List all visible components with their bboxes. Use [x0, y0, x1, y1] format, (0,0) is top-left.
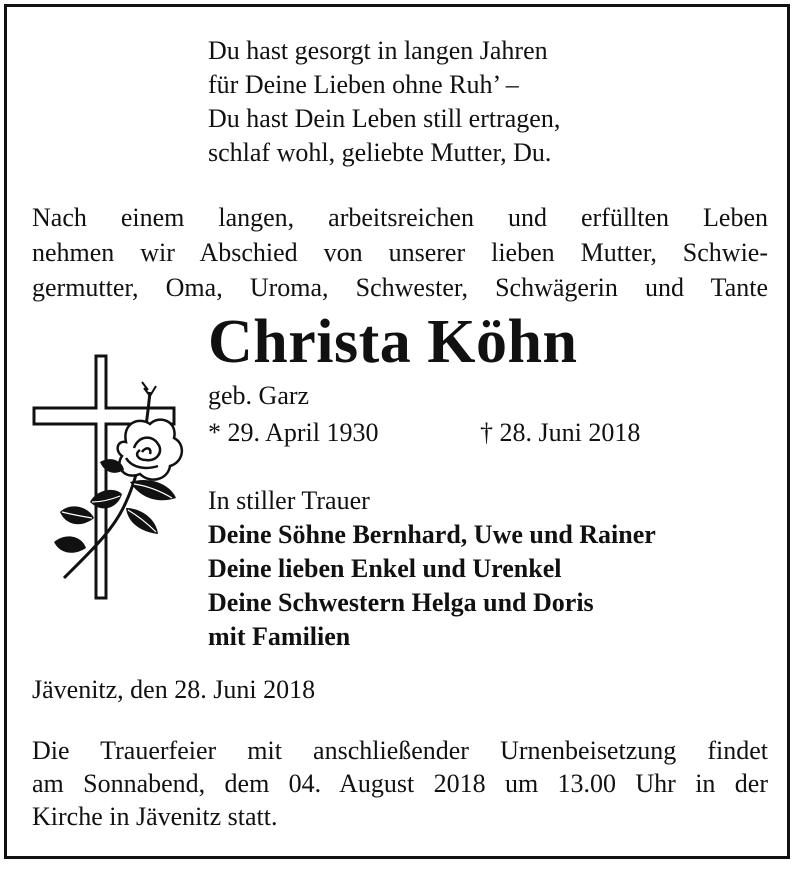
poem-line: Du hast Dein Leben still ertragen,: [208, 104, 561, 133]
birth-date: * 29. April 1930: [208, 418, 379, 447]
mourner-line: mit Familien: [208, 622, 351, 651]
ceremony-line: Die Trauerfeier mit anschließender Urnenbeisetzung findet: [32, 736, 768, 765]
rose-bloom: [118, 420, 182, 480]
mourner-line: Deine Schwestern Helga und Doris: [208, 588, 594, 617]
poem-line: für Deine Lieben ohne Ruh’ –: [208, 70, 519, 99]
mourner-line: Deine Söhne Bernhard, Uwe und Rainer: [208, 520, 656, 549]
ceremony-line: Kirche in Jävenitz statt.: [32, 802, 278, 831]
poem-line: schlaf wohl, geliebte Mutter, Du.: [208, 138, 552, 167]
cross-with-rose-icon: [30, 352, 190, 608]
birth-name: geb. Garz: [208, 381, 310, 410]
intro-line: germutter, Oma, Uroma, Schwester, Schwägerin und Tante: [32, 273, 768, 302]
deceased-name: Christa Köhn: [208, 308, 578, 376]
mourners-intro: In stiller Trauer: [208, 486, 370, 515]
intro-line: Nach einem langen, arbeitsreichen und erfüllten Leben: [32, 203, 768, 232]
ceremony-line: am Sonnabend, dem 04. August 2018 um 13.00 Uhr in der: [32, 769, 768, 798]
death-date: † 28. Juni 2018: [480, 418, 641, 447]
ceremony-text: [32, 734, 768, 833]
mourner-line: Deine lieben Enkel und Urenkel: [208, 554, 562, 583]
poem: [208, 34, 560, 170]
intro-line: nehmen wir Abschied von unserer lieben Mutter, Schwie-: [32, 238, 768, 267]
poem-line: Du hast gesorgt in langen Jahren: [208, 36, 548, 65]
intro-text: [32, 200, 768, 305]
mourners: [208, 484, 656, 654]
place-and-date: Jävenitz, den 28. Juni 2018: [32, 675, 316, 704]
